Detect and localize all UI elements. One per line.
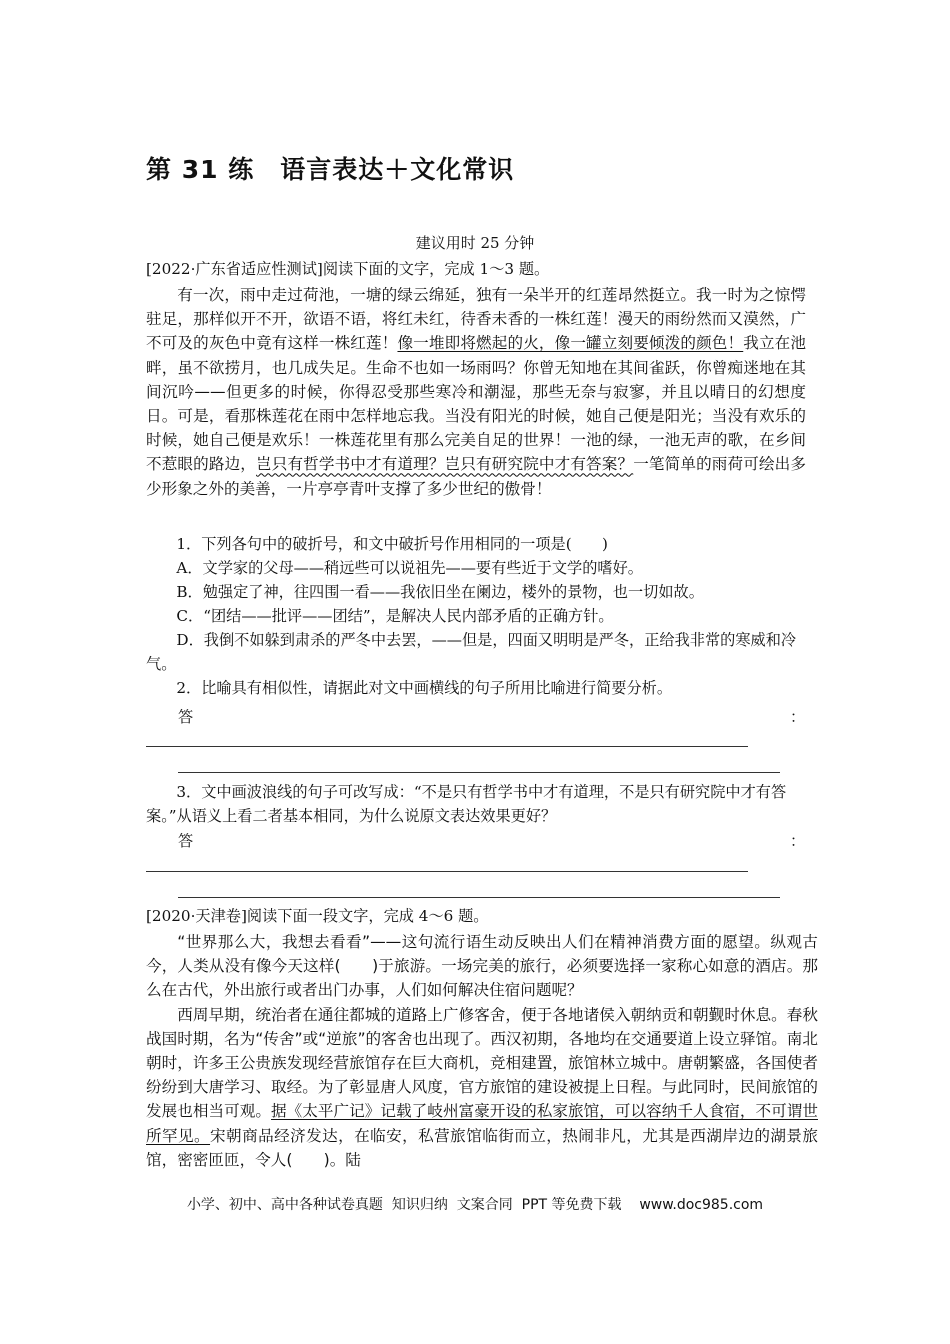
passage2-paragraph-1: “世界那么大，我想去看看”——这句流行语生动反映出人们在精神消费方面的愿望。纵观古今，人类从没有像今天这样( )于旅游。一场完美的旅行，必须要选择一家称心如意的酒店。那么在古代，外出旅行或者出门办事，人们如何解决住宿问题呢？ — [146, 933, 818, 1000]
passage1-text-3: 一笔简单的雨荷可绘出多少形象之外的美善，一片亭亭青叶支撑了多少世纪的傲骨！ — [146, 455, 806, 498]
answer-label-2: 答 — [178, 708, 194, 726]
answer-line-3a[interactable] — [146, 871, 748, 872]
underlined-sentence: 像一堆即将燃起的火，像一罐立刻要倾泼的颜色！ — [397, 334, 744, 353]
question-1 — [146, 532, 806, 700]
answer-colon-2: ： — [790, 708, 806, 726]
passage2-text-a: 西周早期，统治者在通往都城的道路上广修客舍，便于各地诸侯入朝纳贡和朝觐时休息。春秋战国时期，名为“传舍”或“逆旅”的客舍也出现了。西汉初期，各地均在交通要道上设立驿馆。南北朝时，许多王公贵族发现经营旅馆存在巨大商机，竞相建置，旅馆林立城中。唐朝繁盛，各国使者纷纷到大唐学习、取经。为了彰显唐人风度，官方旅馆的建设被提上日程。与此同时，民间旅馆的发展也相当可观。 — [146, 1005, 818, 1121]
time-hint: 建议用时 25 分钟 — [415, 234, 535, 252]
passage1-text-1: 有一次，雨中走过荷池，一塘的绿云绵延，独有一朵半开的红莲昂然挺立。我一时为之惊愕驻足，那样似开不开，欲语不语，将红未红，待香未香的一株红莲！漫天的雨纷然而又漠然，广不可及的灰色中竟有这样一株红莲！ — [146, 286, 806, 353]
passage2-source: [2020·天津卷]阅读下面一段文字，完成 4～6 题。 — [146, 907, 489, 925]
question-2-stem: 2．比喻具有相似性，请据此对文中画横线的句子所用比喻进行简要分析。 — [176, 679, 673, 697]
passage2-paragraph-2 — [146, 1003, 818, 1172]
answer-line-3b[interactable] — [178, 897, 780, 898]
passage2-body — [146, 930, 818, 1172]
answer-line-2b[interactable] — [178, 772, 780, 773]
passage2-text-b: 宋朝商品经济发达，在临安，私营旅馆临街而立，热闹非凡，尤其是西湖岸边的湖景旅馆，密密匝匝，令人( )。陆 — [146, 1126, 818, 1169]
question-1-option-c: C．“团结——批评——团结”，是解决人民内部矛盾的正确方针。 — [176, 607, 614, 625]
passage1-text-2: 我立在池畔，虽不欲捞月，也几成失足。生命不也如一场雨吗？你曾无知地在其间雀跃，你曾痴迷地在其间沉吟——但更多的时候，你得忍受那些寒冷和潮湿，那些无奈与寂寥，并且以晴日的幻想度日。可是，看那株莲花在雨中怎样地忘我。当没有阳光的时候，她自己便是阳光；当没有欢乐的时候，她自己便是欢乐！一株莲花里有那么完美自足的世界！一池的绿，一池无声的歌，在乡间不惹眼的路边， — [146, 334, 806, 474]
wavy-underlined-sentence: 岂只有哲学书中才有道理？岂只有研究院中才有答案？ — [256, 455, 634, 474]
question-1-option-d: D．我倒不如躲到肃杀的严冬中去罢，——但是，四面又明明是严冬，正给我非常的寒威和冷气。 — [146, 631, 797, 673]
answer-colon-3: ： — [790, 832, 806, 850]
question-1-stem: 1．下列各句中的破折号，和文中破折号作用相同的一项是( ) — [176, 535, 608, 553]
underlined-sentence-2: 据《太平广记》记载了岐州富豪开设的私家旅馆，可以容纳千人食宿，不可谓世所罕见。 — [146, 1102, 818, 1145]
passage1-source: [2022·广东省适应性测试]阅读下面的文字，完成 1～3 题。 — [146, 260, 550, 278]
passage1-body — [146, 283, 806, 501]
answer-line-2a[interactable] — [146, 746, 748, 747]
question-3 — [146, 780, 806, 828]
question-1-option-a: A．文学家的父母——稍远些可以说祖先——要有些近于文学的嗜好。 — [176, 559, 643, 577]
answer-label-3: 答 — [178, 832, 194, 850]
page-title: 第 31 练 语言表达＋文化常识 — [146, 155, 515, 184]
question-3-stem: 3．文中画波浪线的句子可改写成：“不是只有哲学书中才有道理，不是只有研究院中才有答案。”从语义上看二者基本相同，为什么说原文表达效果更好？ — [146, 783, 787, 825]
question-1-option-b: B．勉强定了神，往四围一看——我依旧坐在阑边，楼外的景物，也一切如故。 — [176, 583, 704, 601]
footer: 小学、初中、高中各种试卷真题 知识归纳 文案合同 PPT 等免费下载 www.doc985.com — [186, 1197, 764, 1213]
